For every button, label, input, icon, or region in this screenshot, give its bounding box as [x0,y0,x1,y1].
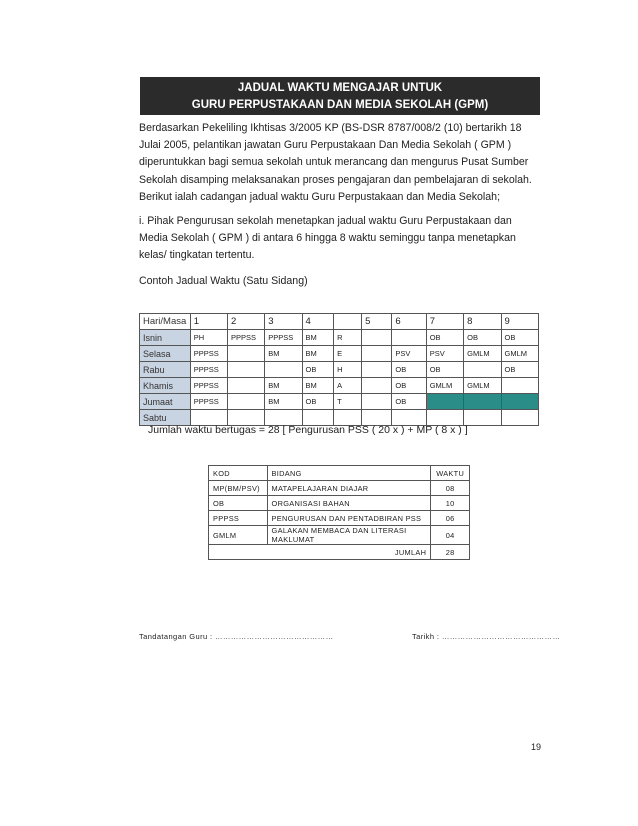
schedule-row [140,378,539,394]
schedule-cell: GMLM [501,346,538,362]
kod-cell: JUMLAH [209,545,431,560]
kod-total-row [209,545,470,560]
schedule-cell: 6 [392,314,426,330]
schedule-cell [362,346,392,362]
schedule-cell [501,378,538,394]
schedule-cell [362,378,392,394]
schedule-cell: Selasa [140,346,191,362]
schedule-cell [227,362,264,378]
schedule-cell: PPPSS [190,378,227,394]
schedule-cell: A [334,378,362,394]
schedule-cell: OB [392,378,426,394]
schedule-cell: PSV [392,346,426,362]
schedule-cell: BM [265,394,302,410]
schedule-cell [362,394,392,410]
schedule-cell: 7 [426,314,463,330]
schedule-cell: E [334,346,362,362]
schedule-row [140,362,539,378]
schedule-cell: PPPSS [190,362,227,378]
kod-cell: BIDANG [267,466,431,481]
kod-cell: 08 [431,481,470,496]
schedule-cell: BM [302,378,334,394]
kod-cell: 10 [431,496,470,511]
kod-row [209,496,470,511]
kod-cell: MP(BM/PSV) [209,481,268,496]
schedule-row [140,330,539,346]
kod-row [209,526,470,545]
formula-text: Jumlah waktu bertugas = 28 [ Pengurusan PSS ( 20 x ) + MP ( 8 x ) ] [148,424,468,436]
schedule-cell: Hari/Masa [140,314,191,330]
kod-cell: GMLM [209,526,268,545]
schedule-cell: GMLM [426,378,463,394]
schedule-cell [227,346,264,362]
kod-row [209,511,470,526]
schedule-cell: 1 [190,314,227,330]
title-line-1: JADUAL WAKTU MENGAJAR UNTUK [237,82,443,94]
schedule-cell: PPPSS [227,330,264,346]
schedule-cell: 5 [362,314,392,330]
kod-cell: 28 [431,545,470,560]
schedule-cell [265,362,302,378]
title-banner [140,77,540,115]
schedule-cell: OB [426,362,463,378]
kod-cell: KOD [209,466,268,481]
schedule-cell: Isnin [140,330,191,346]
schedule-cell: OB [501,330,538,346]
schedule-cell: Sabtu [140,410,191,426]
schedule-cell: 4 [302,314,334,330]
schedule-cell: Jumaat [140,394,191,410]
schedule-cell [426,394,463,410]
schedule-cell: 2 [227,314,264,330]
kod-cell: PENGURUSAN DAN PENTADBIRAN PSS [267,511,431,526]
schedule-cell: 9 [501,314,538,330]
schedule-cell: BM [302,330,334,346]
schedule-cell [392,330,426,346]
kod-cell: 06 [431,511,470,526]
intro-paragraph: Berdasarkan Pekeliling Ikhtisas 3/2005 KP (BS-DSR 8787/008/2 (10) bertarikh 18 Julai 2005, pelantikan jawatan Guru Perpustakaan Dan Media Sekolah ( GPM ) diperuntukkan bagi semua sekolah untuk merancang dan mengurus Pusat Sumber Sekolah disamping melaksanakan proses pengajaran dan pembelajaran di sekolah. Berikut ialah cadangan jadual waktu Guru Perpustakaan dan Media Sekolah; [139,122,532,203]
schedule-cell: PPPSS [265,330,302,346]
schedule-cell: 8 [464,314,501,330]
kod-row [209,481,470,496]
schedule-cell: T [334,394,362,410]
kod-cell: PPPSS [209,511,268,526]
kod-cell: MATAPELAJARAN DIAJAR [267,481,431,496]
schedule-cell [227,394,264,410]
schedule-header-row [140,314,539,330]
signature-date: Tarikh : ……………………………………… [412,632,561,641]
schedule-cell: PSV [426,346,463,362]
schedule-cell [362,330,392,346]
schedule-cell [501,410,538,426]
kod-cell: 04 [431,526,470,545]
schedule-table [139,313,539,426]
schedule-cell: BM [302,346,334,362]
schedule-cell: BM [265,346,302,362]
title-line-2: GURU PERPUSTAKAAN DAN MEDIA SEKOLAH (GPM) [191,99,489,111]
schedule-cell: Khamis [140,378,191,394]
schedule-row [140,394,539,410]
schedule-cell [464,410,501,426]
signature-teacher: Tandatangan Guru : ……………………………………… [139,632,334,641]
schedule-cell: 3 [265,314,302,330]
kod-cell: ORGANISASI BAHAN [267,496,431,511]
schedule-cell: PH [190,330,227,346]
schedule-cell [334,314,362,330]
schedule-cell: OB [464,330,501,346]
schedule-cell: OB [302,394,334,410]
schedule-cell: BM [265,378,302,394]
schedule-cell: Rabu [140,362,191,378]
schedule-cell: OB [392,362,426,378]
page-number: 19 [531,742,542,752]
schedule-cell: H [334,362,362,378]
example-label: Contoh Jadual Waktu (Satu Sidang) [139,275,308,287]
schedule-cell [464,362,501,378]
schedule-cell: GMLM [464,346,501,362]
kod-table [208,465,470,560]
schedule-cell: OB [392,394,426,410]
kod-cell: OB [209,496,268,511]
schedule-cell [464,394,501,410]
kod-cell: GALAKAN MEMBACA DAN LITERASI MAKLUMAT [267,526,431,545]
kod-cell: WAKTU [431,466,470,481]
point-i: i. Pihak Pengurusan sekolah menetapkan jadual waktu Guru Perpustakaan dan Media Sekolah ( GPM ) di antara 6 hingga 8 waktu seminggu tanpa menetapkan kelas/ tingkatan tertentu. [139,215,516,262]
schedule-cell [501,394,538,410]
schedule-cell [362,362,392,378]
schedule-cell: OB [426,330,463,346]
schedule-cell [227,378,264,394]
schedule-cell: PPPSS [190,394,227,410]
kod-header-row [209,466,470,481]
schedule-cell: PPPSS [190,346,227,362]
schedule-cell: R [334,330,362,346]
schedule-cell: GMLM [464,378,501,394]
schedule-cell: OB [501,362,538,378]
schedule-row [140,346,539,362]
schedule-cell: OB [302,362,334,378]
